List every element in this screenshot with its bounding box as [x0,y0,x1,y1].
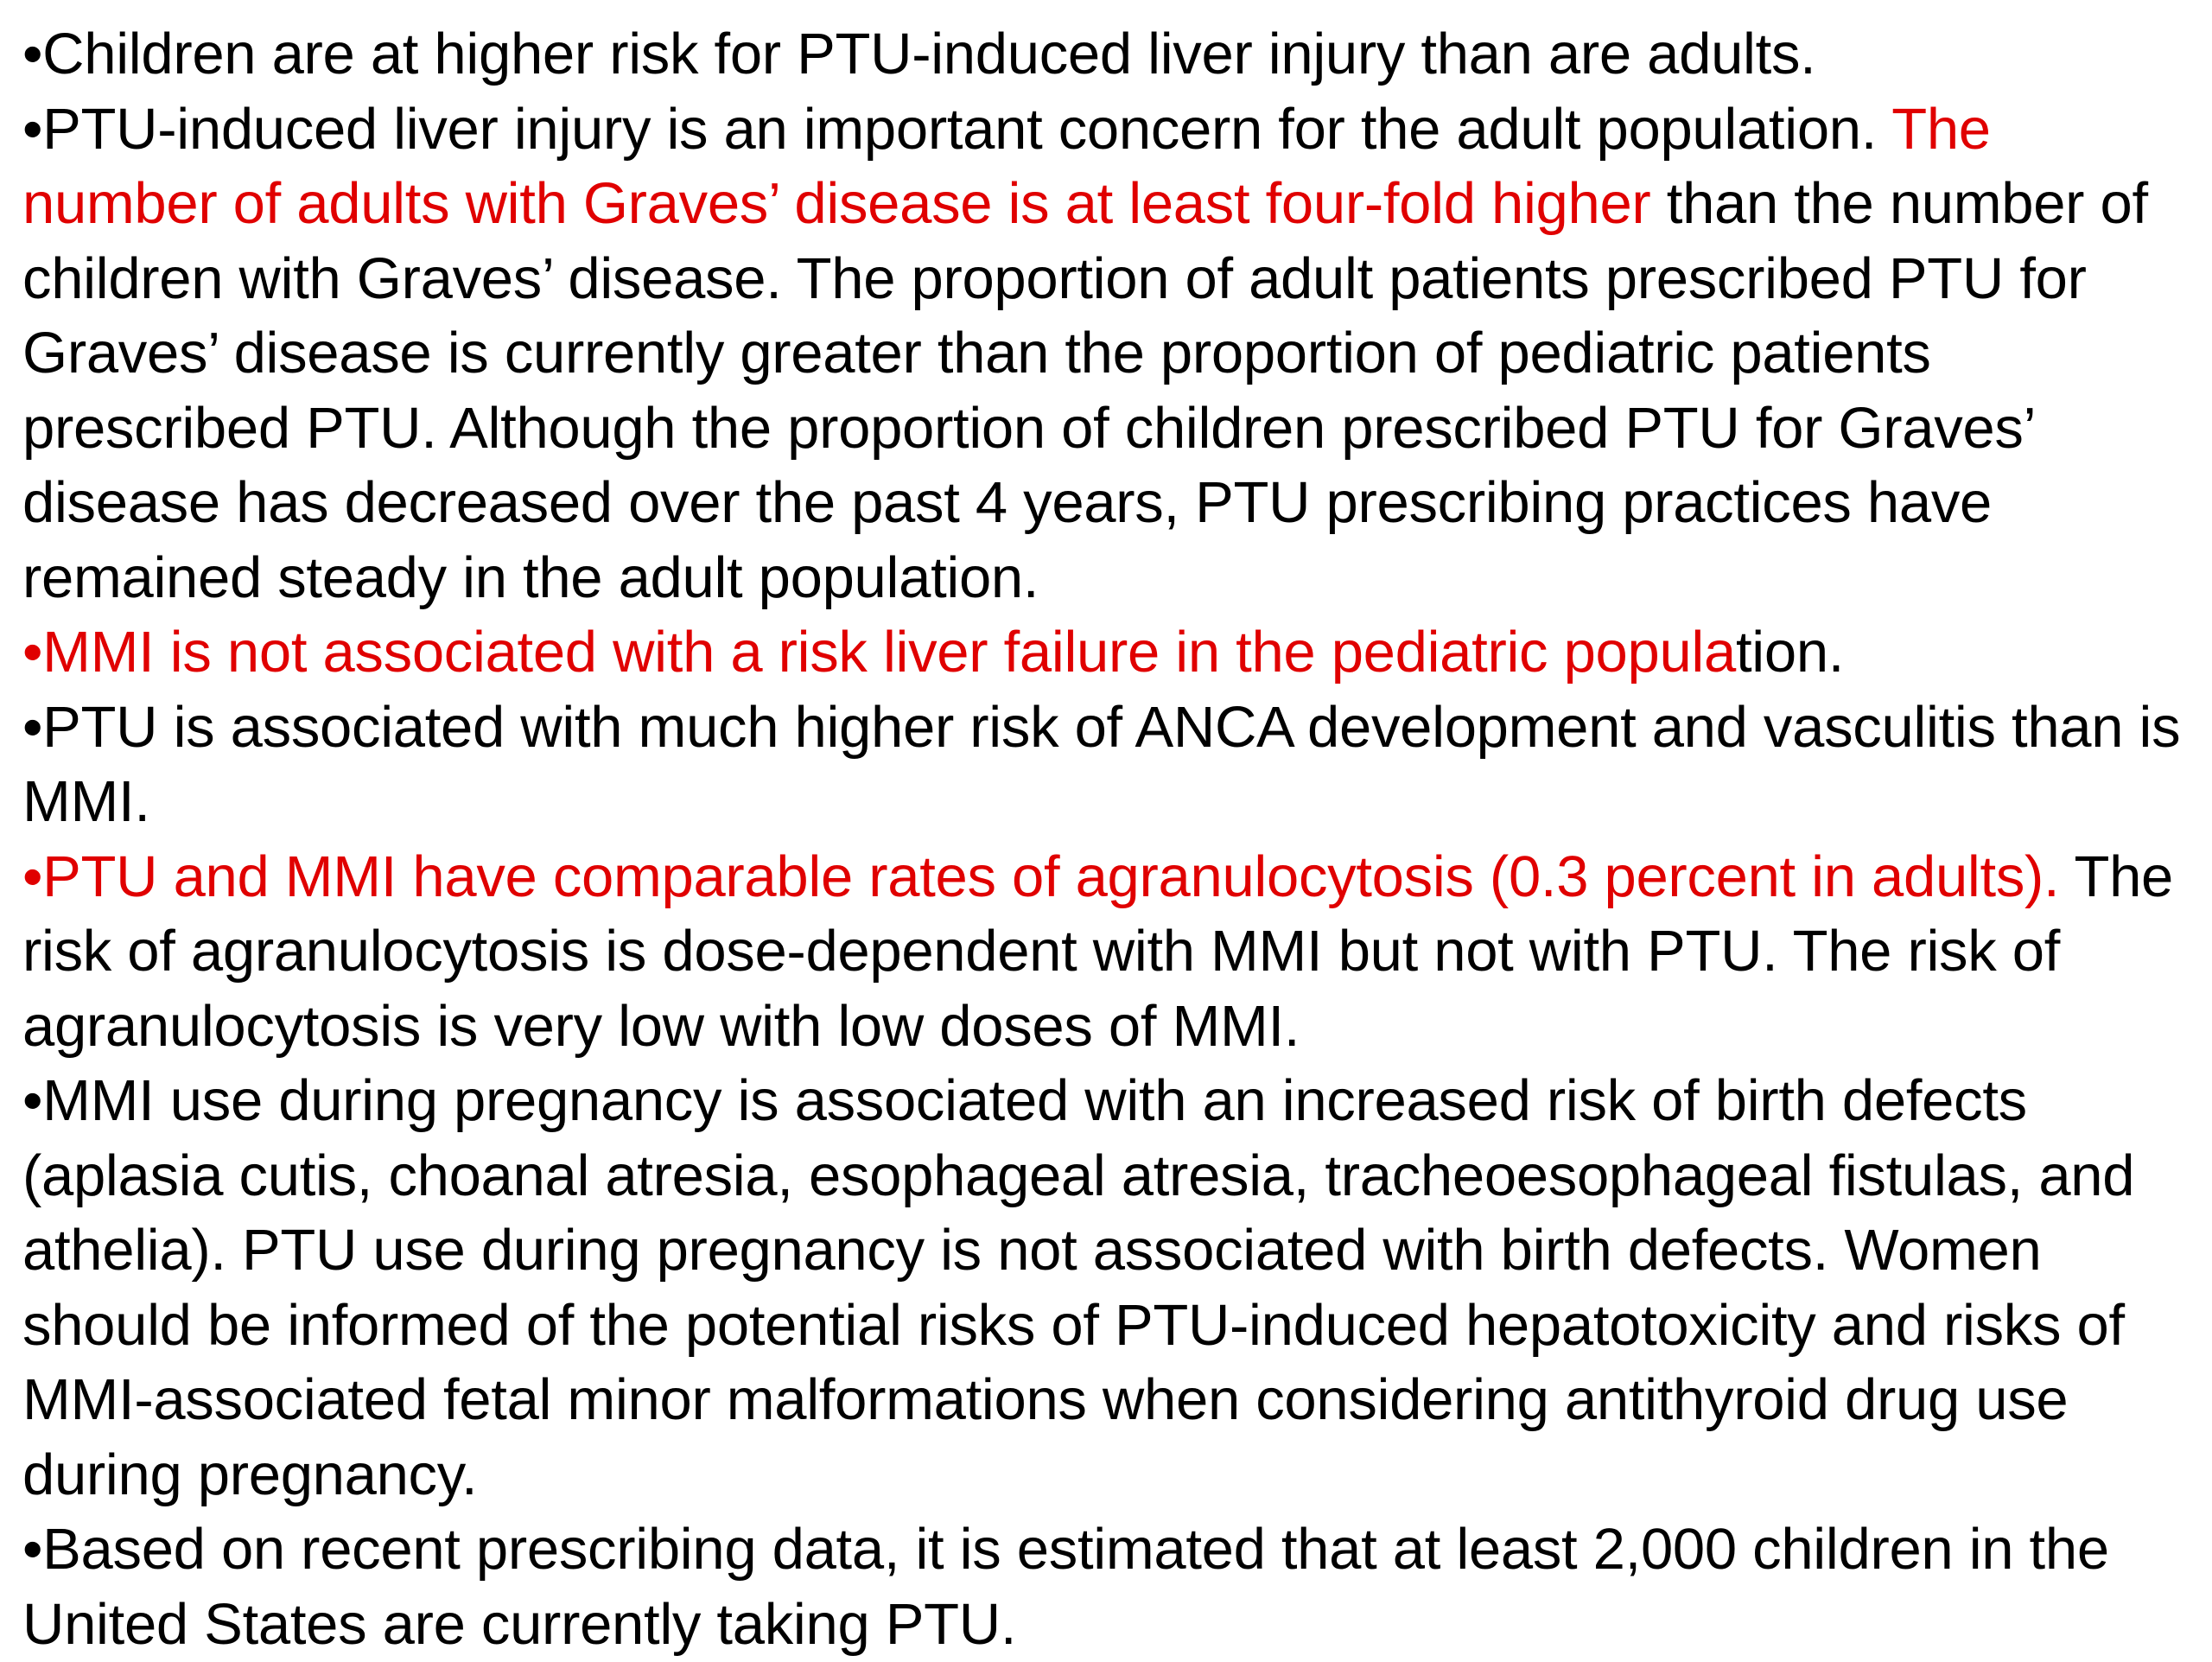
bullet-children-risk [22,17,2200,92]
text-segment: •Based on recent prescribing data, it is estimated that at least 2,000 children in the United States are currently taking PTU. [22,1517,2109,1657]
bullet-pregnancy [22,1064,2200,1512]
bullet-anca-vasculitis [22,691,2200,840]
text-segment: than the number of children with Graves’ disease. The proportion of adult patients prescribed PTU for Graves’ disease is currently greater than the proportion of pediatric patients prescribed PTU. Although the proportion of children prescribed PTU for Graves’ disease has decreased over the past 4 years, PTU prescribing practices have remained steady in the adult population. [22,171,2148,610]
bullet-agranulocytosis [22,840,2200,1065]
text-segment: •PTU-induced liver injury is an important concern for the adult population. [22,96,1892,162]
highlighted-text: •PTU and MMI have comparable rates of agranulocytosis (0.3 percent in adults). [22,844,2060,909]
bullet-prescribing-data [22,1512,2200,1662]
text-segment: •MMI use during pregnancy is associated with an increased risk of birth defects (aplasia cutis, choanal atresia, esophageal atresia, tracheoesophageal fistulas, and athelia). PTU use during pregnancy is not associated with birth defects. Women should be informed of the potential risks of PTU-induced hepatotoxicity and risks of MMI-associated fetal minor malformations when considering antithyroid drug use during pregnancy. [22,1068,2135,1507]
text-segment: •PTU is associated with much higher risk of ANCA development and vasculitis than is MMI. [22,694,2181,834]
text-segment: •Children are at higher risk for PTU-induced liver injury than are adults. [22,22,1816,86]
bullet-mmi-liver [22,615,2200,691]
text-segment: tion. [1735,620,1845,685]
bullet-adult-concern [22,92,2200,616]
highlighted-text: •MMI is not associated with a risk liver failure in the pediatric popula [22,620,1736,685]
text-segment: The risk of agranulocytosis is dose-dependent with MMI but not with PTU. The risk of agranulocytosis is very low with low doses of MMI. [22,844,2174,1059]
highlighted-text: The number of adults with Graves’ disease is at least four-fold higher [22,96,1991,236]
slide-body [22,17,2200,1662]
